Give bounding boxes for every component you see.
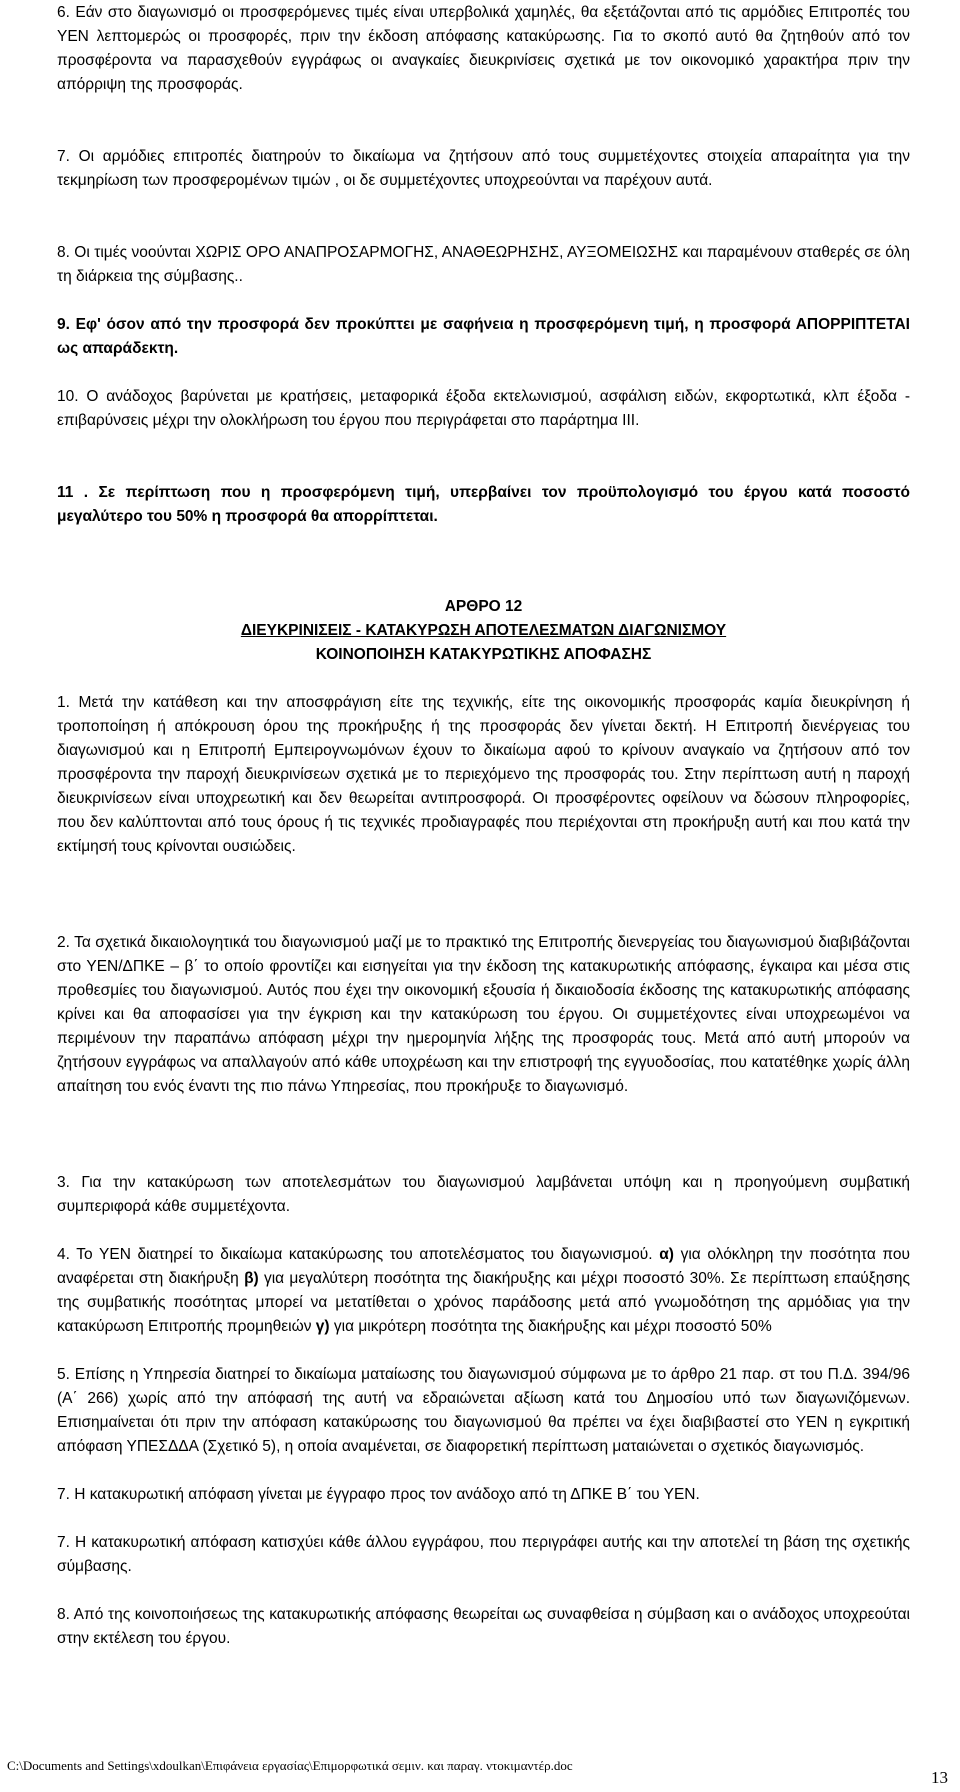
paragraph-6: 6. Εάν στο διαγωνισμό οι προσφερόμενες τιμές είναι υπερβολικά χαμηλές, θα εξετάζονται από τις αρμόδιες Επιτροπές του ΥΕΝ λεπτομερώς οι προσφορές, πριν την έκδοση απόφασης κατακύρωσης. Για το σκοπό αυτό θα ζητηθούν από τον προσφέροντα να παρασχεθούν εγγράφως οι αναγκαίες διευκρινίσεις σχετικά με τον οικονομικό χαρακτήρα πριν την απόρριψη της προσφοράς. <box>57 4 910 93</box>
p4-intro: 4. Το ΥΕΝ διατηρεί το δικαίωμα κατακύρωσης του αποτελέσματος του διαγωνισμού. <box>57 1246 653 1263</box>
page-footer <box>7 1758 937 1774</box>
article-title-line2: ΚΟΙΝΟΠΟΙΗΣΗ ΚΑΤΑΚΥΡΩΤΙΚΗΣ ΑΠΟΦΑΣΗΣ <box>315 646 652 663</box>
p4-part-a: για ολόκληρη την ποσότητα που αναφέρεται στη διακήρυξη <box>57 1246 910 1287</box>
article-paragraph-3: 3. Για την κατακύρωση των αποτελεσμάτων του διαγωνισμού λαμβάνεται υπόψη και η προηγούμενη συμβατική συμπεριφορά κάθε συμμετέχοντα. <box>57 1174 910 1215</box>
p4-part-c: για μικρότερη ποσότητα της διακήρυξης και μέχρι ποσοστό 50% <box>333 1318 772 1335</box>
article-paragraph-6: 7. Η κατακυρωτική απόφαση γίνεται με έγγραφο προς τον ανάδοχο από τη ΔΠΚΕ Β΄ του ΥΕΝ. <box>57 1486 700 1503</box>
article-number: ΑΡΘΡΟ 12 <box>444 598 523 615</box>
article-title-line1: ΔΙΕΥΚΡΙΝΙΣΕΙΣ - ΚΑΤΑΚΥΡΩΣΗ ΑΠΟΤΕΛΕΣΜΑΤΩΝ ΔΙΑΓΩΝΙΣΜΟΥ <box>240 622 727 639</box>
p4-label-c: γ) <box>315 1318 330 1335</box>
paragraph-7: 7. Οι αρμόδιες επιτροπές διατηρούν το δικαίωμα να ζητήσουν από τους συμμετέχοντες στοιχεία απαραίτητα για την τεκμηρίωση των προσφερομένων τιμών , οι δε συμμετέχοντες υποχρεούνται να παρέχουν αυτά. <box>57 148 910 189</box>
article-paragraph-8: 8. Από της κοινοποιήσεως της κατακυρωτικής απόφασης θεωρείται ως συναφθείσα η σύμβαση και ο ανάδοχος υποχρεούται στην εκτέλεση του έργου. <box>57 1606 910 1647</box>
article-paragraph-4 <box>57 1243 910 1339</box>
page-number: 13 <box>931 1768 948 1787</box>
p4-label-b: β) <box>244 1270 259 1287</box>
article-paragraph-1: 1. Μετά την κατάθεση και την αποσφράγιση είτε της τεχνικής, είτε της οικονομικής προσφοράς καμία διευκρίνηση ή τροποποίηση ή απόκρουση όρου της προκήρυξης ή της προσφοράς δεν γίνεται δεκτή. Η Επιτροπή διενέργειας του διαγωνισμού και η Επιτροπή Εμπειρογνωμόνων έχουν το δικαίωμα αφού το κρίνουν αναγκαίο να ζητήσουν από τον προσφέροντα την παροχή διευκρινίσεων σχετικά με το περιεχόμενο της προσφοράς του. Στην περίπτωση αυτή η παροχή διευκρινίσεων είναι υποχρεωτική και δεν θεωρείται αντιπροσφορά. Οι προσφέροντες οφείλουν να δώσουν πληροφορίες, που δεν καλύπτονται από τους όρους ή τις τεχνικές προδιαγραφές που περιέχονται στη προκήρυξη αυτή και που κατά την εκτίμησή τους κρίνονται ουσιώδεις. <box>57 694 910 855</box>
p4-label-a: α) <box>659 1246 674 1263</box>
paragraph-8: 8. Οι τιμές νοούνται ΧΩΡΙΣ ΟΡΟ ΑΝΑΠΡΟΣΑΡΜΟΓΗΣ, ΑΝΑΘΕΩΡΗΣΗΣ, ΑΥΞΟΜΕΙΩΣΗΣ και παραμένουν σταθερές σε όλη τη διάρκεια της σύμβασης.. <box>57 244 910 285</box>
p4-part-b: για μεγαλύτερη ποσότητα της διακήρυξης και μέχρι ποσοστό 30%. Σε περίπτωση επαύξησης της συμβατικής ποσότητας μπορεί να μετατίθεται ο χρόνος παράδοσης μετά από γνωμοδότηση της αρμόδιας για την κατακύρωση Επιτροπής προμηθειών <box>57 1270 910 1335</box>
paragraph-9: 9. Εφ' όσον από την προσφορά δεν προκύπτει με σαφήνεια η προσφερόμενη τιμή, η προσφορά ΑΠΟΡΡΙΠΤΕΤΑΙ ως απαράδεκτη. <box>57 316 910 357</box>
paragraph-11: 11 . Σε περίπτωση που η προσφερόμενη τιμή, υπερβαίνει τον προϋπολογισμό του έργου κατά ποσοστό μεγαλύτερο του 50% η προσφορά θα απορρίπτεται. <box>57 484 910 525</box>
footer-file-path: C:\Documents and Settings\xdoulkan\Επιφάνεια εργασίας\Επιμορφωτικά σεμιν. και παραγ. ντοκιμαντέρ.doc <box>7 1758 573 1773</box>
article-paragraph-5: 5. Επίσης η Υπηρεσία διατηρεί το δικαίωμα ματαίωσης του διαγωνισμού σύμφωνα με το άρθρο 21 παρ. στ του Π.Δ. 394/96 (Α΄ 266) χωρίς από την απόφασή της αυτή να εδραιώνεται αξίωση κατά του Δημοσίου υπό των διαγωνιζόμενων. Επισημαίνεται ότι πριν την απόφαση κατακύρωσης του διαγωνισμού θα πρέπει να έχει διαβιβαστεί στο ΥΕΝ η εγκριτική απόφαση ΥΠΕΣΔΔΑ (Σχετικό 5), η οποία αναμένεται, σε διαφορετική περίπτωση ματαιώνεται ο σχετικός διαγωνισμός. <box>57 1366 910 1455</box>
article-paragraph-7: 7. Η κατακυρωτική απόφαση κατισχύει κάθε άλλου εγγράφου, που περιγράφει αυτής και την αποτελεί τη βάση της σχετικής σύμβασης. <box>57 1534 910 1575</box>
article-paragraph-2: 2. Τα σχετικά δικαιολογητικά του διαγωνισμού μαζί με το πρακτικό της Επιτροπής διενεργείας του διαγωνισμού διαβιβάζονται στο ΥΕΝ/ΔΠΚΕ – β΄ το οποίο φροντίζει και εισηγείται για την έκδοση της κατακυρωτικής απόφασης, έγκαιρα και μέσα στις προθεσμίες του διαγωνισμού. Αυτός που έχει την οικονομική εξουσία ή δικαιοδοσία έκδοσης της κατακυρωτικής απόφασης κρίνει και θα αποφασίσει για την έγκριση και την κατακύρωση του έργου. Οι συμμετέχοντες είναι υποχρεωμένοι να περιμένουν την παραπάνω απόφαση μέχρι την ημερομηνία λήξης της προσφοράς τους. Μετά από αυτή μπορούν να ζητήσουν εγγράφως να απαλλαγούν από κάθε υποχρέωση και την επιστροφή της εγγυοδοσίας, που κατατέθηκε χωρίς άλλη απαίτηση του ενός έναντι της πιο πάνω Υπηρεσίας, που προκήρυξε το διαγωνισμό. <box>57 934 910 1095</box>
article-heading <box>57 595 910 667</box>
paragraph-10: 10. Ο ανάδοχος βαρύνεται με κρατήσεις, μεταφορικά έξοδα εκτελωνισμού, ασφάλιση ειδών, εκφορτωτικά, κλπ έξοδα - επιβαρύνσεις μέχρι την ολοκλήρωση του έργου που περιγράφεται στο παράρτημα ΙΙΙ. <box>57 388 910 429</box>
